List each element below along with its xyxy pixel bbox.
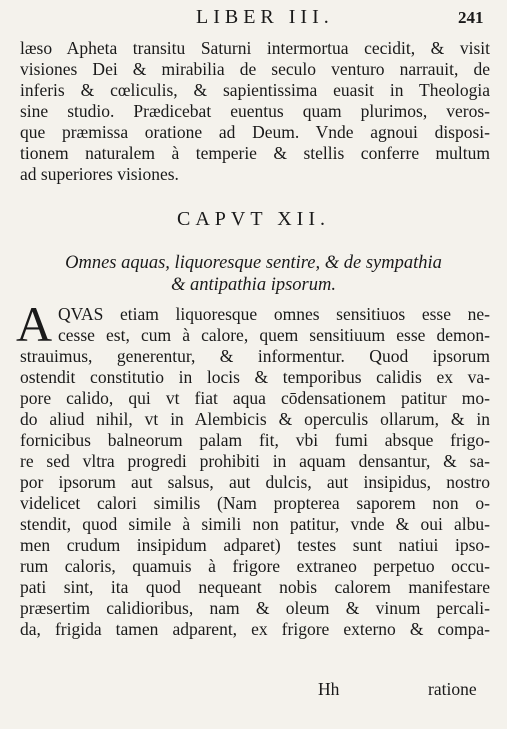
chapter-subtitle-line: & antipathia ipsorum. [171, 275, 336, 295]
text-line: inferis & cœliculis, & sapientissima euasit in Theologia [20, 80, 490, 100]
text-line: rum caloris, quamuis à frigore extraneo perpetuo occu- [20, 556, 490, 576]
text-line: pati sint, ita quod nequeant nobis calorem manifestare [20, 577, 490, 597]
text-line: videlicet calori similis (Nam propterea saporem non o- [20, 493, 490, 513]
running-head [0, 6, 507, 32]
catchword: ratione [428, 679, 477, 699]
text-line: cesse est, cum à calore, quem sensitiuum esse demon- [58, 325, 490, 345]
text-line: sine studio. Prædicebat euentus quam plurimos, veros- [20, 101, 490, 121]
text-line: tionem naturalem à temperie & stellis conferre multum [20, 143, 490, 163]
text-line: ad superiores visiones. [20, 164, 179, 184]
drop-initial: A [16, 296, 53, 352]
text-line: læso Apheta transitu Saturni intermortua cecidit, & visit [20, 38, 490, 58]
page-number: 241 [458, 8, 484, 27]
signature-mark: Hh [318, 679, 340, 699]
text-line: præsertim calidioribus, nam & oleum & vinum percali- [20, 598, 490, 618]
text-line: do aliud nihil, vt in Alembicis & operculis ollarum, & in [20, 409, 490, 429]
text-line: re sed vltra progredi prohibiti in aquam densantur, & sa- [20, 451, 490, 471]
text-line: QVAS etiam liquoresque omnes sensitiuos esse ne- [58, 304, 490, 324]
chapter-subtitle-line: Omnes aquas, liquoresque sentire, & de sympathia [65, 253, 442, 273]
text-line: da, frigida tamen adparent, ex frigore externo & compa- [20, 619, 490, 639]
text-line: ostendit constitutio in locis & temporibus calidis ex va- [20, 367, 490, 387]
text-line: men crudum insipidum adparet) testes sunt natiui ipso- [20, 535, 490, 555]
text-line: por ipsorum aut salsus, aut dulcis, aut insipidus, nostro [20, 472, 490, 492]
text-line: fornicibus balneorum palam fit, vbi fumi absque frigo- [20, 430, 490, 450]
running-title: LIBER III. [196, 6, 334, 28]
text-line: visiones Dei & mirabilia de seculo venturo narrauit, de [20, 59, 490, 79]
text-line: stendit, quod simile à simili non patitur, vnde & oui albu- [20, 514, 490, 534]
text-line: que præmissa oratione ad Deum. Vnde agnoui disposi- [20, 122, 490, 142]
chapter-heading: CAPVT XII. [177, 208, 330, 230]
text-line: pore calido, qui vt fiat aqua cōdensationem patitur mo- [20, 388, 490, 408]
text-line: strauimus, generentur, & informentur. Quod ipsorum [20, 346, 490, 366]
